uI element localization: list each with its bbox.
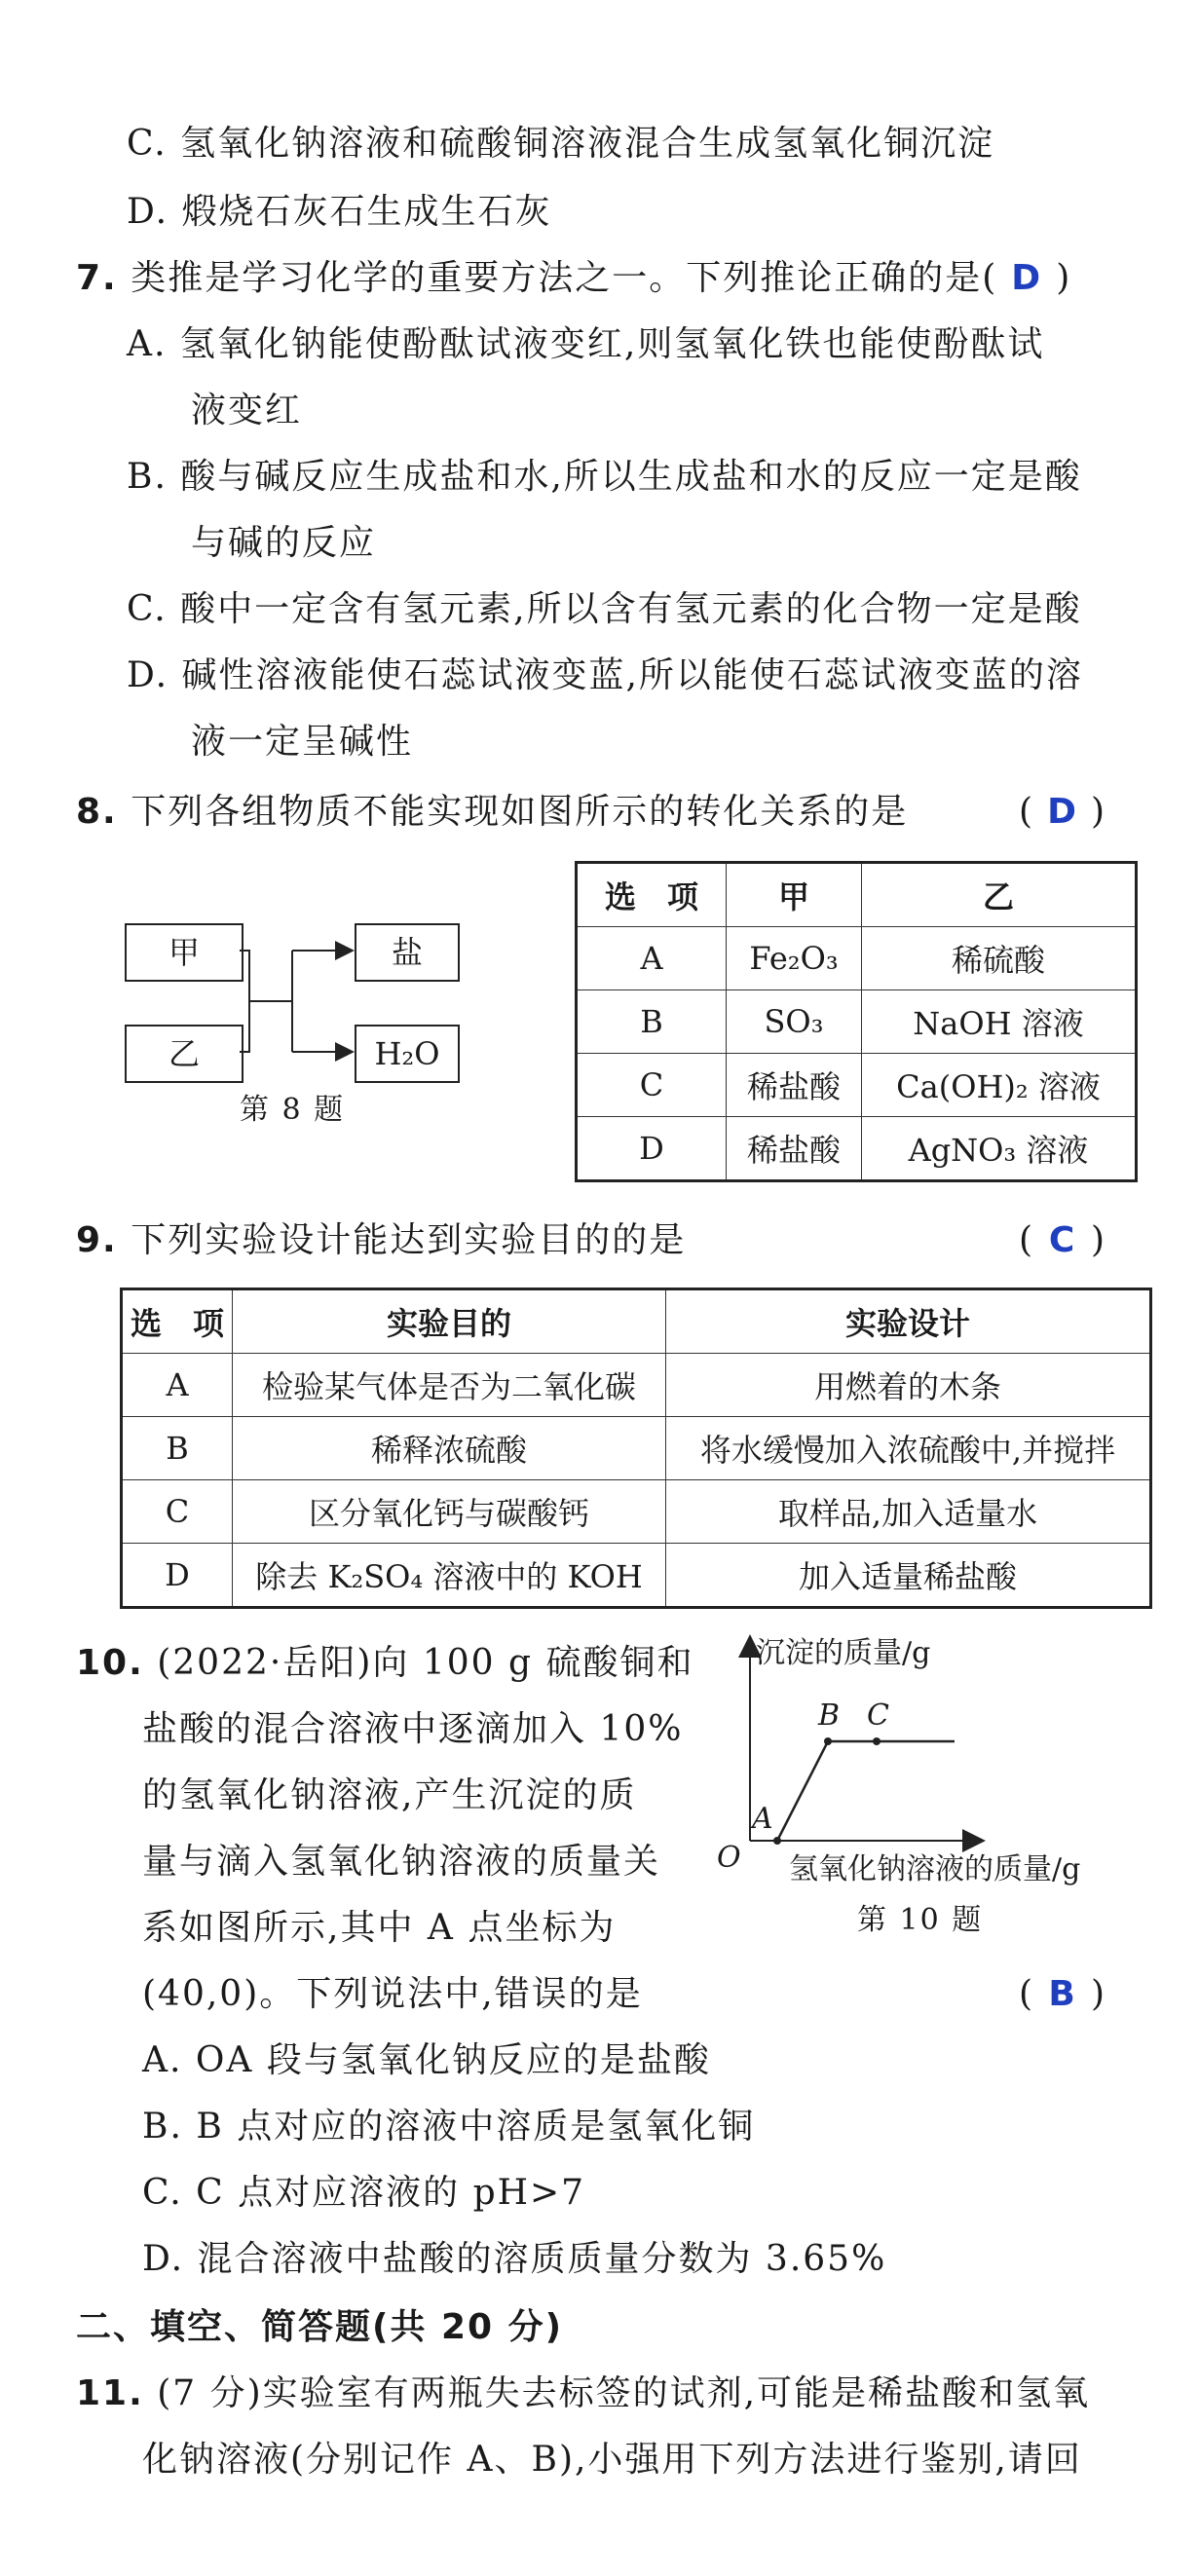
table-cell: 加入适量稀盐酸 (666, 1544, 1151, 1608)
table-cell: 区分氧化钙与碳酸钙 (233, 1480, 666, 1544)
table-header-cell: 甲 (727, 863, 862, 927)
table-cell: D (577, 1117, 727, 1181)
diagram-box-salt: 盐 (355, 923, 460, 982)
graph-curve (777, 1741, 955, 1841)
q7-close: ) (1056, 258, 1072, 298)
q8-table (575, 861, 1138, 1182)
q9-table (120, 1288, 1152, 1609)
q10-graph-label-c: C (867, 1699, 891, 1733)
q10-option-c: C. C 点对应溶液的 pH>7 (142, 2173, 586, 2213)
q9-stem-line (76, 1219, 686, 1262)
q10-graph-y-label: 沉淀的质量/g (756, 1636, 931, 1670)
q7-stem-line (76, 257, 1071, 300)
table-row (577, 1117, 1137, 1181)
q10-line2: 盐酸的混合溶液中逐滴加入 10% (142, 1709, 684, 1749)
table-cell: 检验某气体是否为二氧化碳 (233, 1354, 666, 1417)
table-cell: C (577, 1054, 727, 1117)
q8-stem: 下列各组物质不能实现如图所示的转化关系的是 (131, 792, 909, 832)
q7-answer: D (1011, 258, 1043, 298)
table-row (577, 1054, 1137, 1117)
q10-answer: B (1048, 1974, 1075, 2014)
table-cell: 取样品,加入适量水 (666, 1480, 1151, 1544)
table-cell: B (577, 990, 727, 1054)
q8-stem-line (76, 791, 908, 834)
table-header-row (122, 1289, 1151, 1354)
table-header-cell: 选 项 (577, 863, 727, 927)
q10-line6: (40,0)。下列说法中,错误的是 (142, 1974, 643, 2014)
table-header-row (577, 863, 1137, 927)
q10-line1: 10. (2022·岳阳)向 100 g 硫酸铜和 (76, 1643, 694, 1683)
graph-point-b (824, 1737, 832, 1745)
table-cell: NaOH 溶液 (862, 990, 1137, 1054)
table-cell: Ca(OH)₂ 溶液 (862, 1054, 1137, 1117)
q9-number: 9. (76, 1220, 118, 1260)
q10-option-a: A. OA 段与氢氧化钠反应的是盐酸 (142, 2040, 711, 2080)
table-cell: AgNO₃ 溶液 (862, 1117, 1137, 1181)
q7-option-b-line2: 与碱的反应 (191, 523, 377, 563)
q7-stem: 类推是学习化学的重要方法之一。下列推论正确的是( (131, 258, 998, 298)
q7-option-d-line2: 液一定呈碱性 (191, 722, 414, 762)
table-row (122, 1480, 1151, 1544)
q9-answer: C (1048, 1220, 1075, 1260)
q9-answer-bracket: ( C ) (1019, 1220, 1105, 1260)
q7-option-d-line1: D. 碱性溶液能使石蕊试液变蓝,所以能使石蕊试液变蓝的溶 (127, 655, 1083, 695)
table-cell: Fe₂O₃ (727, 927, 862, 990)
q11-line2: 化钠溶液(分别记作 A、B),小强用下列方法进行鉴别,请回 (142, 2440, 1082, 2480)
q11-line1: 11. (7 分)实验室有两瓶失去标签的试剂,可能是稀盐酸和氢氧 (76, 2373, 1091, 2413)
table-cell: A (122, 1354, 233, 1417)
q10-option-b: B. B 点对应的溶液中溶质是氢氧化铜 (142, 2107, 756, 2147)
diagram-box-yi: 乙 (125, 1025, 244, 1083)
q8-answer-bracket: ( D ) (1019, 792, 1105, 832)
table-cell: SO₃ (727, 990, 862, 1054)
q10-graph-caption: 第 10 题 (857, 1903, 984, 1937)
q8-number: 8. (76, 792, 118, 832)
q10-number: 10. (76, 1643, 144, 1683)
table-row (122, 1354, 1151, 1417)
q7-option-b-line1: B. 酸与碱反应生成盐和水,所以生成盐和水的反应一定是酸 (127, 457, 1082, 497)
q7-option-a-line1: A. 氢氧化钠能使酚酞试液变红,则氢氧化铁也能使酚酞试 (127, 324, 1045, 364)
table-header-cell: 实验目的 (233, 1289, 666, 1354)
diagram-connector-arrows (234, 935, 370, 1071)
q9-stem: 下列实验设计能达到实验目的的是 (131, 1220, 687, 1260)
table-cell: A (577, 927, 727, 990)
q10-graph-origin: O (717, 1841, 743, 1875)
q10-line5: 系如图所示,其中 A 点坐标为 (142, 1908, 617, 1948)
table-header-cell: 选 项 (122, 1289, 233, 1354)
diagram-box-jia: 甲 (125, 923, 244, 982)
table-cell: 稀释浓硫酸 (233, 1417, 666, 1480)
table-cell: 用燃着的木条 (666, 1354, 1151, 1417)
q6-option-c: C. 氢氧化钠溶液和硫酸铜溶液混合生成氢氧化铜沉淀 (127, 124, 995, 164)
table-row (122, 1417, 1151, 1480)
q10-line3: 的氢氧化钠溶液,产生沉淀的质 (142, 1775, 637, 1815)
table-row (577, 990, 1137, 1054)
q7-number: 7. (76, 258, 118, 298)
table-cell: C (122, 1480, 233, 1544)
table-row (577, 927, 1137, 990)
table-cell: D (122, 1544, 233, 1608)
q10-graph-x-label: 氢氧化钠溶液的质量/g (789, 1852, 1081, 1886)
diagram-box-water: H₂O (355, 1025, 460, 1083)
table-cell: 将水缓慢加入浓硫酸中,并搅拌 (666, 1417, 1151, 1480)
q10-line4: 量与滴入氢氧化钠溶液的质量关 (142, 1842, 661, 1882)
table-header-cell: 实验设计 (666, 1289, 1151, 1354)
table-cell: 稀盐酸 (727, 1117, 862, 1181)
graph-point-c (873, 1737, 881, 1745)
q10-graph-label-a: A (752, 1802, 775, 1836)
q8-diagram-caption: 第 8 题 (240, 1093, 346, 1127)
table-header-cell: 乙 (862, 863, 1137, 927)
table-cell: 除去 K₂SO₄ 溶液中的 KOH (233, 1544, 666, 1608)
q7-option-c: C. 酸中一定含有氢元素,所以含有氢元素的化合物一定是酸 (127, 589, 1082, 629)
table-cell: 稀硫酸 (862, 927, 1137, 990)
q7-option-a-line2: 液变红 (191, 391, 303, 430)
q10-graph-label-b: B (818, 1699, 843, 1733)
section-2-heading: 二、填空、简答题(共 20 分) (76, 2307, 564, 2347)
table-row (122, 1544, 1151, 1608)
table-cell: B (122, 1417, 233, 1480)
table-cell: 稀盐酸 (727, 1054, 862, 1117)
q8-answer: D (1047, 792, 1076, 832)
q10-answer-bracket: ( B ) (1019, 1974, 1105, 2014)
q6-option-d: D. 煅烧石灰石生成生石灰 (127, 192, 552, 232)
q10-option-d: D. 混合溶液中盐酸的溶质质量分数为 3.65% (142, 2239, 887, 2279)
q11-number: 11. (76, 2373, 144, 2413)
